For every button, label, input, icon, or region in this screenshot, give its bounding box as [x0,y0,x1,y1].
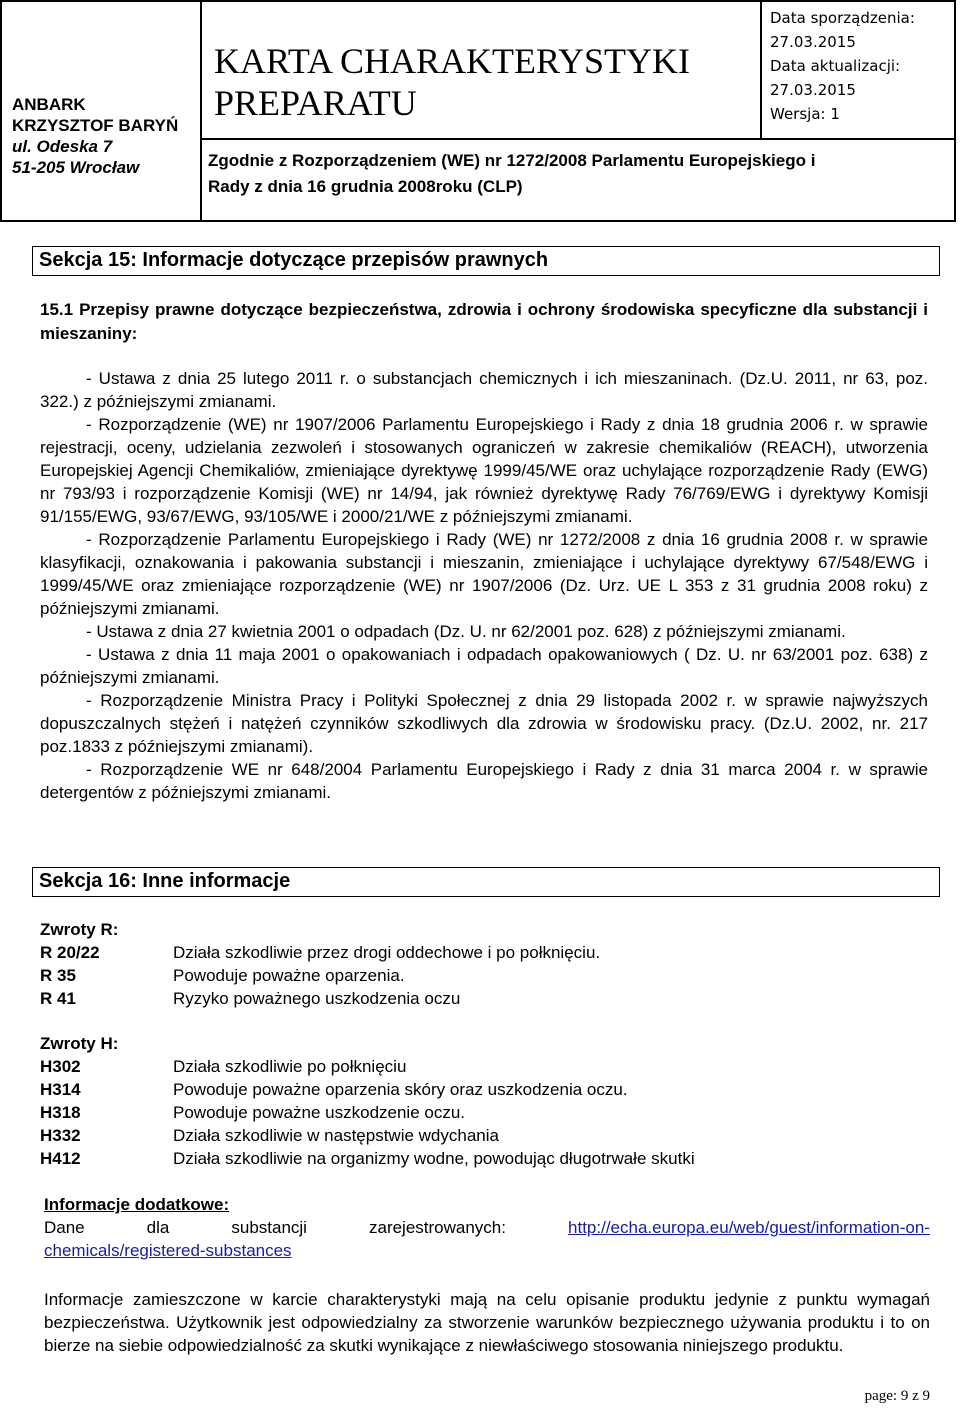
regulation-item: - Ustawa z dnia 25 lutego 2011 r. o substancjach chemicznych i ich mieszaninach. (Dz.U. 2011, nr 63, poz. 322.) z późniejszymi zmianami. [40,369,928,411]
phrase-row: H314 Powoduje poważne oparzenia skóry oraz uszkodzenia oczu. [40,1080,628,1099]
regulations-list [40,367,928,804]
section-15-heading: Sekcja 15: Informacje dotyczące przepisów prawnych [32,246,940,276]
update-date: 27.03.2015 [770,81,856,99]
phrase-row: H318 Powoduje poważne uszkodzenie oczu. [40,1103,466,1122]
company-street: ul. Odeska 7 [12,137,113,156]
phrase-row: R 41 Ryzyko poważnego uszkodzenia oczu [40,989,461,1008]
document-header [0,0,956,222]
creation-date-label: Data sporządzenia: [770,9,915,27]
h-phrases [40,1032,695,1170]
company-city: 51-205 Wrocław [12,158,140,177]
version: Wersja: 1 [770,105,840,123]
regulation-item: - Rozporządzenie Parlamentu Europejskiego i Rady (WE) nr 1272/2008 z dnia 16 grudnia 2008 r. w sprawie klasyfikacji, oznakowania i pakowania substancji i mieszanin, zmieniające i uchylające dyrektywy 67/548/EWG i 1999/45/WE oraz zmieniające rozporządzenie (WE) nr 1907/2006 (Dz. Urz. UE L 353 z 31 grudnia 2008 roku) z późniejszymi zmianami. [40,530,928,618]
h-phrases-title: Zwroty H: [40,1034,119,1053]
document-title-box [202,2,762,138]
phrase-row: H302 Działa szkodliwie po połknięciu [40,1057,407,1076]
update-date-label: Data aktualizacji: [770,57,901,75]
phrase-row: H412 Działa szkodliwie na organizmy wodne, powodując długotrwałe skutki [40,1149,695,1168]
company-name: ANBARK [12,95,86,114]
section-15-1-heading: 15.1 Przepisy prawne dotyczące bezpieczeństwa, zdrowia i ochrony środowiska specyficzne dla substancji i mieszaniny: [40,300,928,343]
section-16-heading: Sekcja 16: Inne informacje [32,867,940,897]
company-info [2,2,202,220]
creation-date: 27.03.2015 [770,33,856,51]
echa-link[interactable]: http://echa.europa.eu/web/guest/information-on- [568,1218,930,1237]
phrase-row: R 35 Powoduje poważne oparzenia. [40,966,405,985]
additional-info-label: Informacje dodatkowe: [44,1195,230,1214]
regulation-item: - Ustawa z dnia 27 kwietnia 2001 o odpadach (Dz. U. nr 62/2001 poz. 628) z późniejszymi zmianami. [86,622,846,641]
regulation-item: - Rozporządzenie WE nr 648/2004 Parlamentu Europejskiego i Rady z dnia 31 marca 2004 r. w sprawie detergentów z późniejszymi zmianami. [40,760,928,802]
r-phrases [40,918,600,1010]
echa-link-continued[interactable]: chemicals/registered-substances [44,1241,292,1260]
company-owner: KRZYSZTOF BARYŃ [12,116,179,135]
regulation-note: Zgodnie z Rozporządzeniem (WE) nr 1272/2008 Parlamentu Europejskiego i Rady z dnia 16 grudnia 2008roku (CLP) [202,138,954,220]
document-title: KARTA CHARAKTERYSTYKI PREPARATU [214,41,690,123]
phrase-row: H332 Działa szkodliwie w następstwie wdychania [40,1126,499,1145]
regulation-item: - Rozporządzenie Ministra Pracy i Polityki Społecznej z dnia 29 listopada 2002 r. w sprawie najwyższych dopuszczalnych stężeń i natężeń czynników szkodliwych dla zdrowia w środowisku pracy. (Dz.U. 2002, nr. 217 poz.1833 z późniejszymi zmianami). [40,691,928,756]
r-phrases-title: Zwroty R: [40,920,119,939]
phrase-row: R 20/22 Działa szkodliwie przez drogi oddechowe i po połknięciu. [40,943,601,962]
page-number: page: 9 z 9 [864,1388,930,1404]
regulation-item: - Rozporządzenie (WE) nr 1907/2006 Parlamentu Europejskiego i Rady z dnia 18 grudnia 2006 r. w sprawie rejestracji, oceny, udzielania zezwoleń i stosowanych ograniczeń w zakresie chemikaliów (REACH), utworzenia Europejskiej Agencji Chemikaliów, zmieniające dyrektywę 1999/45/WE oraz uchylające rozporządzenie Rady (EWG) nr 793/93 i rozporządzenie Komisji (WE) nr 14/94, jak również dyrektywę Rady 76/769/EWG i dyrektywy Komisji 91/155/EWG, 93/67/EWG, 93/105/WE i 2000/21/WE z późniejszymi zmianami. [40,415,928,526]
additional-info [44,1193,930,1262]
disclaimer-paragraph: Informacje zamieszczone w karcie charakterystyki mają na celu opisanie produktu jedynie z punktu wymagań bezpieczeństwa. Użytkownik jest odpowiedzialny za stworzenie warunków bezpiecznego używania produktu i to on bierze na siebie odpowiedzialność za skutki wynikające z niewłaściwego stosowania niniejszego produktu. [44,1290,930,1355]
regulation-item: - Ustawa z dnia 11 maja 2001 o opakowaniach i odpadach opakowaniowych ( Dz. U. nr 63/2001 poz. 638) z późniejszymi zmianami. [40,645,928,687]
source-line: Dane dla substancji zarejestrowanych: http://echa.europa.eu/web/guest/information-on- [44,1218,930,1237]
document-meta [764,2,954,138]
